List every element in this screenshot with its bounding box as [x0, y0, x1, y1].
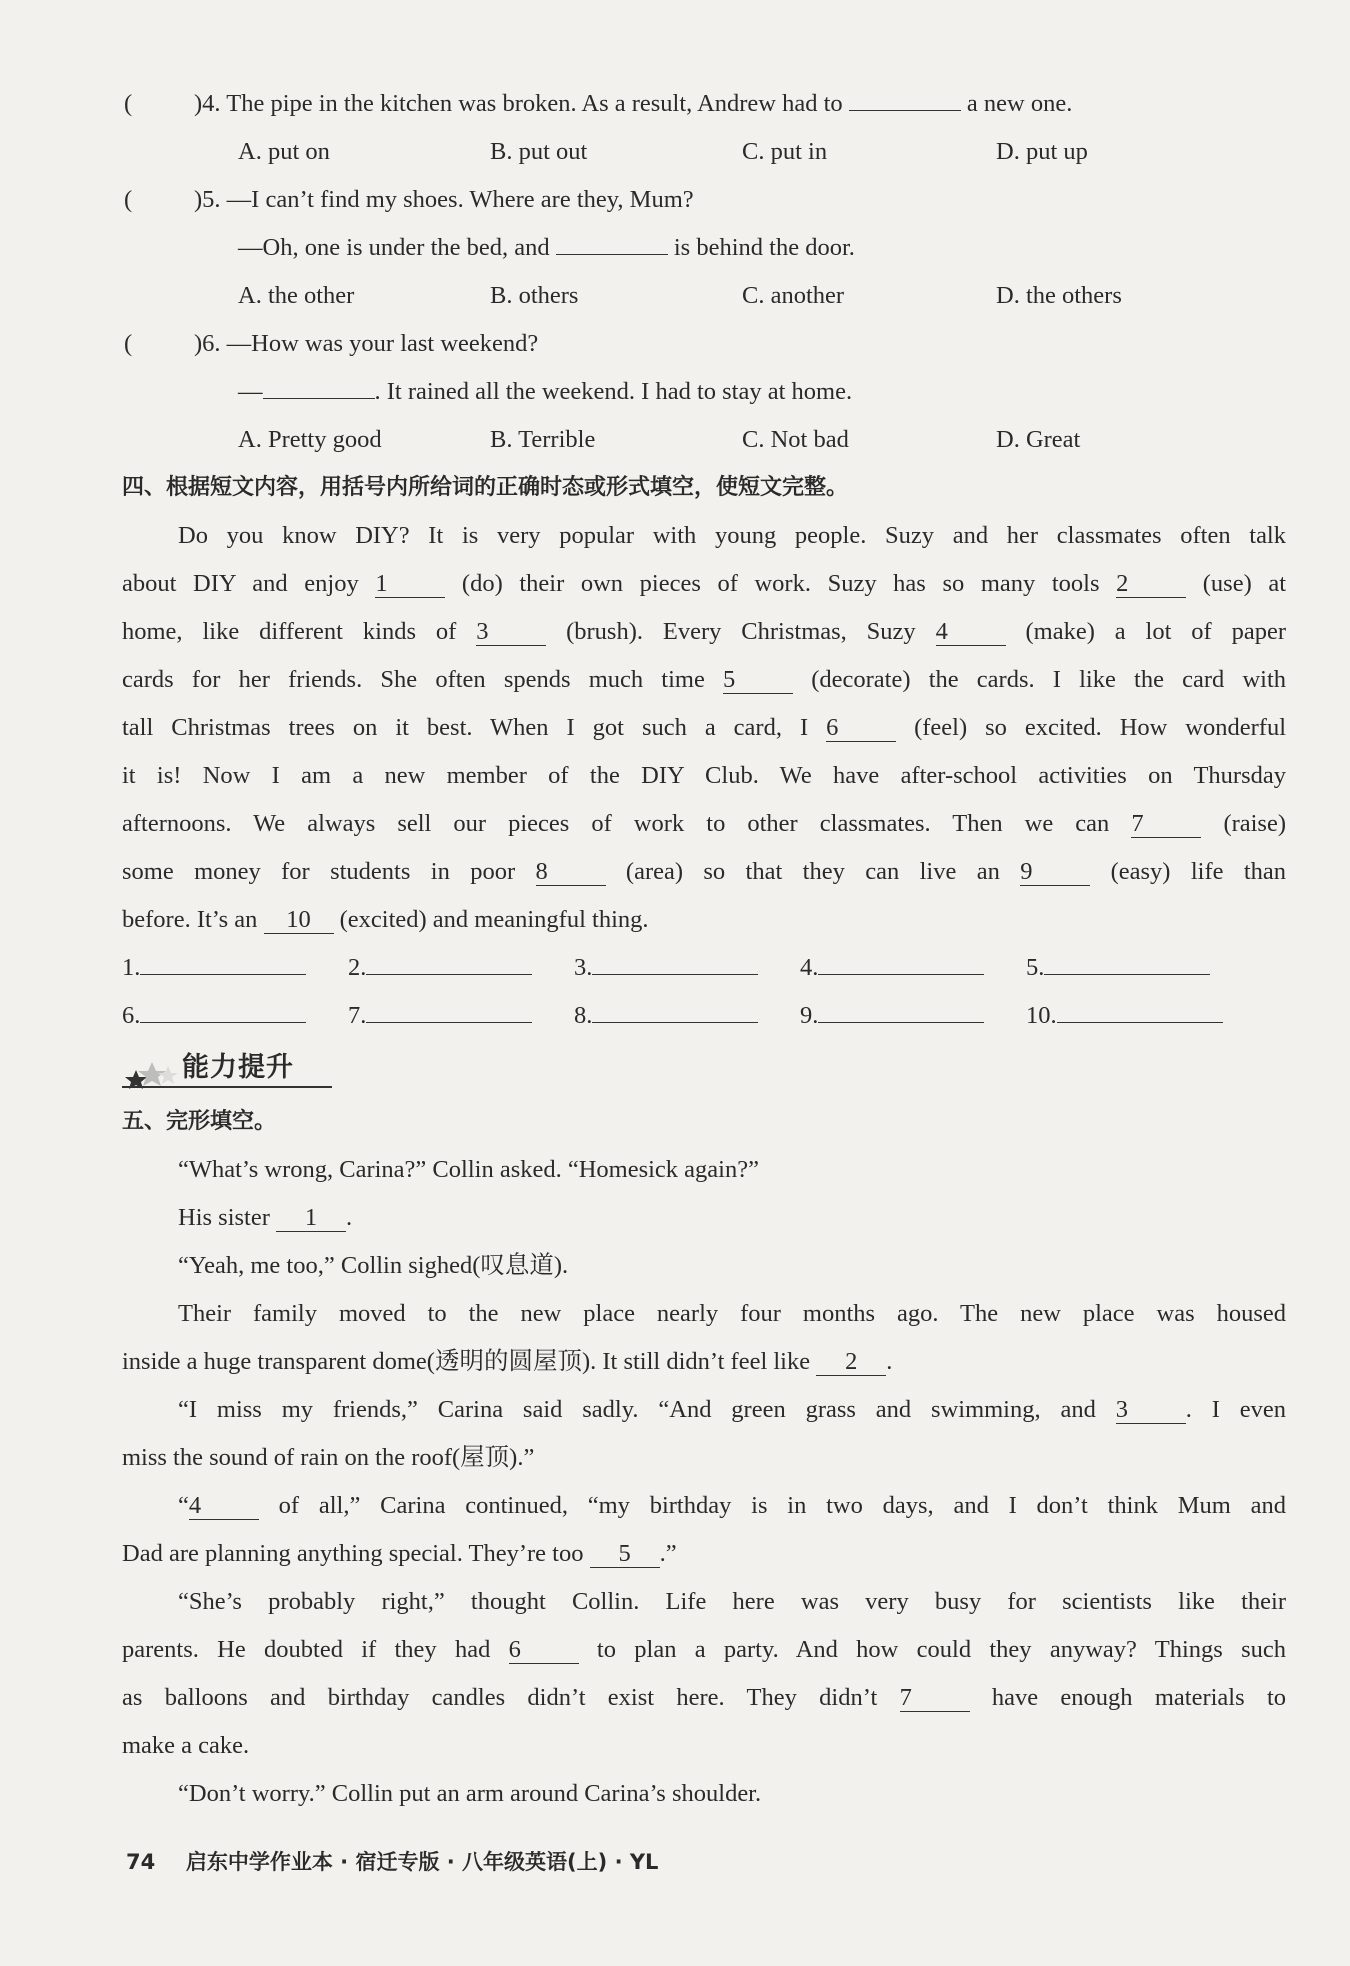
option-a[interactable]: A. Pretty good — [238, 426, 382, 453]
passage-line: “She’s probably right,” thought Collin. Life here was very busy for scientists like their — [178, 1588, 1286, 1615]
passage-line: it is! Now I am a new member of the DIY Club. We have after-school activities on Thursday — [122, 762, 1286, 789]
fill-blank[interactable]: 10 — [264, 907, 334, 934]
question-number: )6. — [194, 330, 221, 357]
fill-blank[interactable]: 7 — [900, 1685, 970, 1712]
passage-line: inside a huge transparent dome(透明的圆屋顶). It still didn’t feel like 2 . — [122, 1348, 893, 1375]
answer-row — [122, 998, 1286, 1034]
passage-line: parents. He doubted if they had 6 to plan a party. And how could they anyway? Things such — [122, 1636, 1287, 1663]
passage-line: “Don’t worry.” Collin put an arm around Carina’s shoulder. — [178, 1780, 762, 1807]
option-b[interactable]: B. others — [490, 282, 579, 309]
passage-line: about DIY and enjoy 1 (do) their own pieces of work. Suzy has so many tools 2 (use) at — [122, 570, 1287, 597]
option-d[interactable]: D. the others — [996, 282, 1122, 309]
fill-blank[interactable]: 4 — [936, 619, 1006, 646]
page-footer — [126, 1844, 658, 1880]
passage-line: “I miss my friends,” Carina said sadly. “And green grass and swimming, and 3 . I even — [178, 1396, 1286, 1423]
answer-slot[interactable]: 5. — [1026, 950, 1210, 986]
question-5-reply: —Oh, one is under the bed, and is behind the door. — [238, 234, 855, 261]
fill-blank[interactable]: 3 — [1116, 1397, 1186, 1424]
option-a[interactable]: A. the other — [238, 282, 355, 309]
passage-line: Do you know DIY? It is very popular with young people. Suzy and her classmates often talk — [178, 522, 1286, 549]
passage-line: home, like different kinds of 3 (brush). Every Christmas, Suzy 4 (make) a lot of paper — [122, 618, 1287, 645]
answer-slot[interactable]: 9. — [800, 998, 984, 1034]
answer-slot[interactable]: 6. — [122, 998, 306, 1034]
passage-line: “What’s wrong, Carina?” Collin asked. “Homesick again?” — [178, 1156, 759, 1183]
answer-slot[interactable]: 7. — [348, 998, 532, 1034]
option-b[interactable]: B. put out — [490, 138, 588, 165]
band-title: 能力提升 — [182, 1052, 294, 1083]
question-4-stem: )4. The pipe in the kitchen was broken. As a result, Andrew had to a new one. — [194, 90, 1073, 117]
answer-paren[interactable]: ( — [124, 90, 133, 117]
option-c[interactable]: C. another — [742, 282, 845, 309]
question-number: )5. — [194, 186, 221, 213]
passage-line: miss the sound of rain on the roof(屋顶).” — [122, 1444, 535, 1471]
fill-blank[interactable]: 6 — [509, 1637, 579, 1664]
fill-blank[interactable] — [263, 398, 375, 399]
passage-line: tall Christmas trees on it best. When I got such a card, I 6 (feel) so excited. How wonderful — [122, 714, 1287, 741]
book-title: 启东中学作业本 · 宿迁专版 · 八年级英语(上) · YL — [185, 1850, 659, 1874]
fill-blank[interactable] — [849, 110, 961, 111]
answer-slot[interactable]: 8. — [574, 998, 758, 1034]
fill-blank[interactable]: 7 — [1131, 811, 1201, 838]
passage-line: Their family moved to the new place nearly four months ago. The new place was housed — [178, 1300, 1286, 1327]
fill-blank[interactable]: 5 — [590, 1541, 660, 1568]
fill-blank[interactable]: 1 — [276, 1205, 346, 1232]
page-number: 74 — [126, 1850, 156, 1874]
option-b[interactable]: B. Terrible — [490, 426, 596, 453]
answer-row — [122, 950, 1286, 986]
passage-line: afternoons. We always sell our pieces of work to other classmates. Then we can 7 (raise) — [122, 810, 1287, 837]
answer-slot[interactable]: 3. — [574, 950, 758, 986]
option-d[interactable]: D. put up — [996, 138, 1088, 165]
fill-blank[interactable]: 5 — [723, 667, 793, 694]
answer-paren[interactable]: ( — [124, 186, 133, 213]
answer-slot[interactable]: 2. — [348, 950, 532, 986]
question-6-stem: )6. —How was your last weekend? — [194, 330, 539, 357]
option-d[interactable]: D. Great — [996, 426, 1081, 453]
option-c[interactable]: C. Not bad — [742, 426, 849, 453]
passage-line: as balloons and birthday candles didn’t exist here. They didn’t 7 have enough materials to — [122, 1684, 1287, 1711]
fill-blank[interactable]: 9 — [1020, 859, 1090, 886]
passage-line: before. It’s an 10 (excited) and meaningful thing. — [122, 906, 649, 933]
fill-blank[interactable]: 1 — [375, 571, 445, 598]
passage-line: His sister 1 . — [178, 1204, 353, 1231]
stars-icon — [122, 1046, 182, 1090]
answer-slot[interactable]: 4. — [800, 950, 984, 986]
answer-slot[interactable]: 1. — [122, 950, 306, 986]
question-5-stem: )5. —I can’t find my shoes. Where are they, Mum? — [194, 186, 694, 213]
fill-blank[interactable]: 2 — [816, 1349, 886, 1376]
passage-line: some money for students in poor 8 (area) so that they can live an 9 (easy) life than — [122, 858, 1287, 885]
answer-paren[interactable]: ( — [124, 330, 133, 357]
fill-blank[interactable]: 3 — [476, 619, 546, 646]
passage-line: “4 of all,” Carina continued, “my birthday is in two days, and I don’t think Mum and — [178, 1492, 1287, 1519]
section-5-heading: 五、完形填空。 — [122, 1109, 277, 1134]
fill-blank[interactable]: 2 — [1116, 571, 1186, 598]
answer-slot[interactable]: 10. — [1026, 998, 1223, 1034]
fill-blank[interactable]: 4 — [189, 1493, 259, 1520]
fill-blank[interactable] — [556, 254, 668, 255]
passage-line: cards for her friends. She often spends much time 5 (decorate) the cards. I like the card with — [122, 666, 1287, 693]
question-number: )4. — [194, 90, 221, 117]
passage-line: “Yeah, me too,” Collin sighed(叹息道). — [178, 1252, 569, 1279]
passage-line: make a cake. — [122, 1732, 250, 1759]
fill-blank[interactable]: 8 — [536, 859, 606, 886]
question-6-reply: — . It rained all the weekend. I had to stay at home. — [238, 378, 853, 405]
passage-line: Dad are planning anything special. They’re too 5 .” — [122, 1540, 677, 1567]
section-4-heading: 四、根据短文内容，用括号内所给词的正确时态或形式填空，使短文完整。 — [122, 475, 849, 500]
option-a[interactable]: A. put on — [238, 138, 330, 165]
fill-blank[interactable]: 6 — [826, 715, 896, 742]
section-band — [122, 1046, 332, 1090]
band-underline — [122, 1086, 332, 1088]
option-c[interactable]: C. put in — [742, 138, 828, 165]
